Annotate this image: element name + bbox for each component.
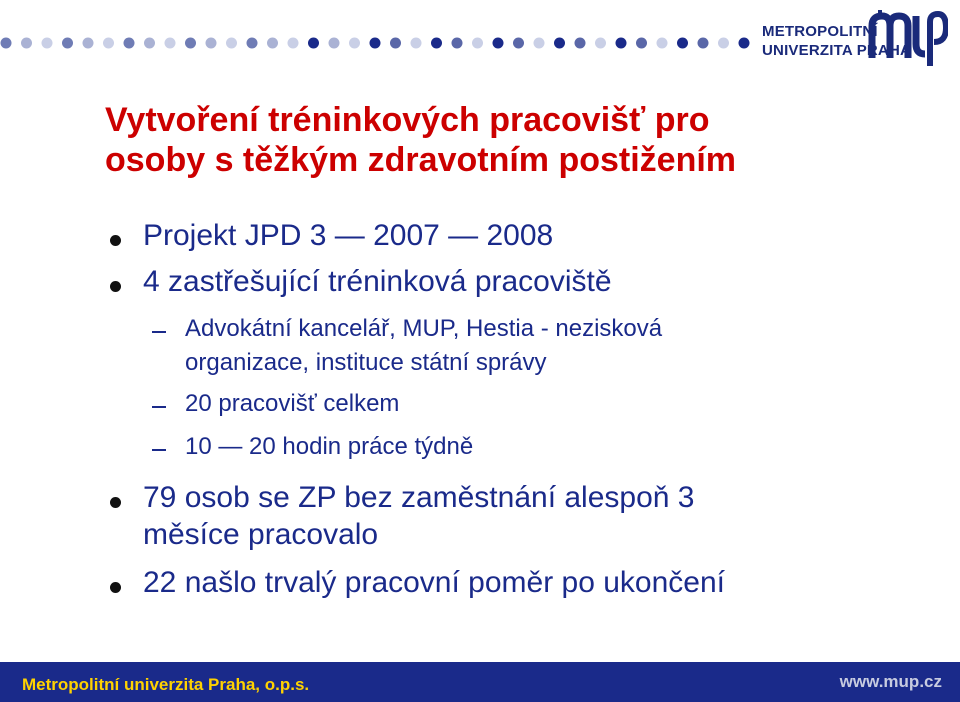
bullet-dot-icon	[110, 582, 121, 593]
sub-item-organizations-line-2: organizace, instituce státní správy	[185, 349, 547, 376]
bullet-dot-icon	[110, 497, 121, 508]
sub-item-organizations-line-1: Advokátní kancelář, MUP, Hestia - nezisková	[185, 315, 663, 342]
footer-institution: Metropolitní univerzita Praha, o.p.s.	[22, 675, 310, 694]
title-line-2: osoby s těžkým zdravotním postižením	[105, 141, 737, 179]
bullet-item-project: Projekt JPD 3 — 2007 — 2008	[143, 219, 554, 252]
dash-icon	[152, 331, 166, 333]
footer-bar	[0, 662, 960, 702]
sub-item-hours: 10 — 20 hodin práce týdně	[185, 433, 474, 460]
footer-website[interactable]: www.mup.cz	[839, 672, 942, 691]
logo-line-2: UNIVERZITA PRAHA	[762, 42, 912, 59]
sub-item-total: 20 pracovišť celkem	[185, 390, 400, 417]
dash-icon	[152, 449, 166, 451]
dash-icon	[152, 406, 166, 408]
bullet-dot-icon	[110, 235, 121, 246]
bullet-item-employment-line-1: 79 osob se ZP bez zaměstnání alespoň 3	[143, 481, 695, 514]
bullet-item-employment-line-2: měsíce pracovalo	[143, 518, 379, 551]
bullet-item-permanent: 22 našlo trvalý pracovní poměr po ukončení	[143, 566, 725, 599]
title-line-1: Vytvoření tréninkových pracovišť pro	[105, 101, 710, 139]
bullet-item-workplaces: 4 zastřešující tréninková pracoviště	[143, 265, 612, 298]
bullet-dot-icon	[110, 281, 121, 292]
logo-line-1: METROPOLITNÍ	[762, 23, 878, 40]
